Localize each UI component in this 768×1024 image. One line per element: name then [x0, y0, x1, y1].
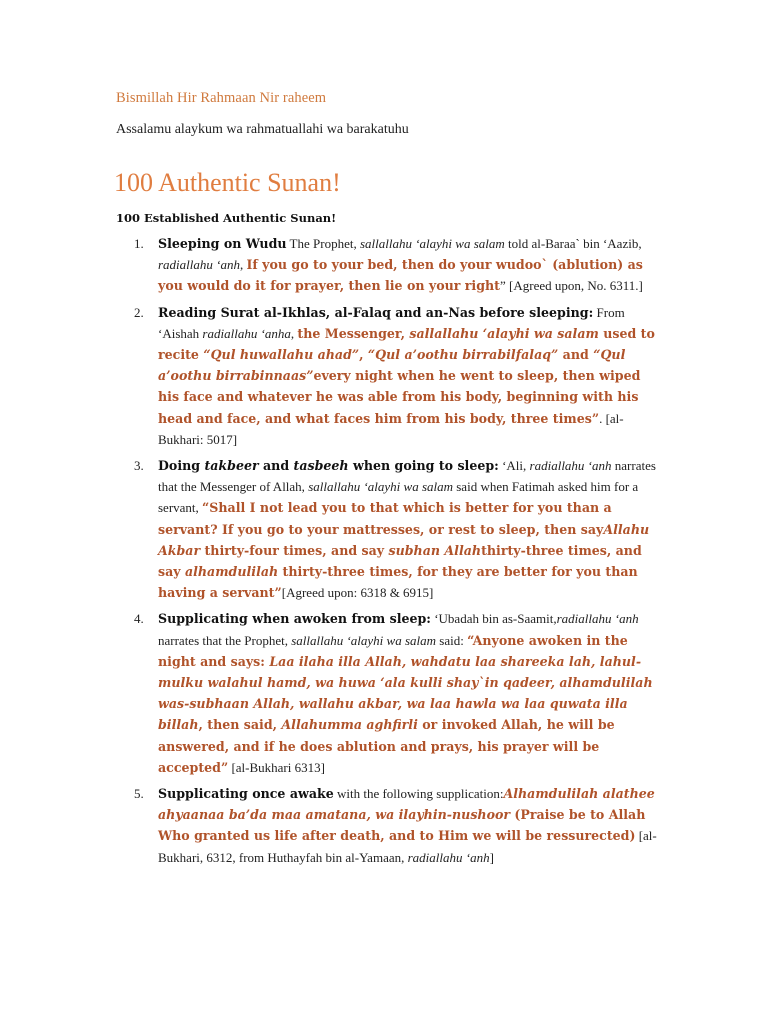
item-text-italic: radiallahu ‘anh [556, 611, 639, 627]
list-item [116, 233, 661, 297]
item-text-italic: radiallahu ‘anha [202, 325, 291, 341]
item-text-italic: radiallahu ‘anh [158, 257, 240, 273]
item-quote: every night when he went to sleep, then wiped his face and whatever he was able from his body, beginning with his head and face, and what faces him from his body, three times” [158, 368, 641, 426]
item-quote: “Anyone awoken in the night and says: [158, 632, 628, 669]
item-text: From ‘Aishah [158, 304, 625, 341]
item-quote-italic: “Qul a’oothu birrabinnaas” [158, 347, 626, 384]
item-text: ‘Ubadah bin as-Saamit, [430, 611, 557, 627]
item-quote-italic: Allahu Akbar [158, 521, 650, 558]
item-text: narrates that the Prophet, [158, 632, 292, 648]
item-text-italic: radiallahu ‘anh [407, 849, 490, 865]
item-text: said: [436, 632, 468, 648]
item-number: 2. [134, 304, 144, 320]
sunan-list [116, 233, 661, 873]
item-text: ‘Ali, [498, 458, 530, 474]
list-item [116, 608, 661, 778]
item-quote-italic: sallallahu ‘alayhi wa salam [409, 325, 599, 341]
page-title: 100 Authentic Sunan! [114, 168, 341, 197]
item-number: 4. [134, 611, 144, 627]
item-quote-italic: Alhamdulilah alathee ahyaanaa ba’da maa amatana, wa ilayhin-nushoor [158, 786, 655, 823]
item-quote: the Messenger, [297, 325, 410, 341]
item-reference: [al-Bukhari, 6312, from Huthayfah bin al-Yamaan, [158, 828, 657, 865]
item-text: The Prophet, [286, 236, 360, 251]
item-heading: Supplicating when awoken from sleep: [158, 611, 431, 627]
list-item [116, 302, 661, 450]
item-quote: If you go to your bed, then do your wudoo` (ablution) as you would do it for prayer, then lie on your right [158, 257, 643, 294]
item-quote: , then said, [198, 717, 282, 733]
list-item [116, 455, 661, 603]
item-text-italic: radiallahu ‘anh [529, 458, 612, 474]
item-reference: ] [489, 849, 494, 865]
item-heading: Reading Surat al-Ikhlas, al-Falaq and an-Nas before sleeping: [158, 304, 594, 320]
item-quote: or invoked Allah, he will be answered, and if he does ablution and prays, his prayer will be accepted” [158, 717, 615, 775]
item-quote: , [359, 347, 368, 363]
item-text: narrates that the Messenger of Allah, [158, 458, 656, 495]
item-text: said when Fatimah asked him for a servant, [158, 479, 639, 516]
item-quote: (Praise be to Allah Who granted us life after death, and to Him we will be ressurected) [158, 807, 646, 844]
item-text: told al-Baraa` bin ‘Aazib, [504, 236, 642, 251]
item-quote-italic: “Qul a’oothu birrabilfalaq” [367, 347, 559, 363]
item-number: 3. [134, 458, 144, 474]
salam-line: Assalamu alaykum wa rahmatuallahi wa barakatuhu [116, 122, 409, 137]
item-text: , [239, 257, 247, 273]
item-reference: . [al-Bukhari: 5017] [158, 410, 624, 447]
item-text: with the following supplication: [333, 786, 504, 802]
item-reference: [Agreed upon: 6318 & 6915] [281, 585, 434, 601]
item-text: , [290, 325, 298, 341]
item-quote: used to recite [158, 325, 655, 363]
item-text-italic: sallallahu ‘alayhi wa salam [308, 479, 453, 495]
item-reference: ” [Agreed upon, No. 6311.] [500, 278, 643, 294]
item-reference: [al-Bukhari 6313] [228, 759, 325, 775]
item-quote: thirty-four times, and say [200, 542, 389, 558]
item-number: 1. [134, 236, 144, 251]
item-text-italic: sallallahu ‘alayhi wa salam [291, 632, 437, 648]
item-heading: Supplicating once awake [158, 786, 334, 802]
list-item [116, 783, 661, 868]
item-quote: and [558, 347, 594, 363]
item-heading: when going to sleep: [348, 458, 499, 474]
item-quote-italic: alhamdulilah [184, 564, 279, 580]
item-quote-italic: Allahumma aghfirli [281, 717, 418, 733]
item-heading-italic: tasbeeh [293, 458, 349, 474]
item-quote: “Shall I not lead you to that which is better for you than a servant? If you go to your mattresses, or rest to sleep, then say [158, 500, 612, 537]
item-text-italic: sallallahu ‘alayhi wa salam [359, 236, 505, 251]
item-quote-italic: Laa ilaha illa Allah, wahdatu laa shareeka lah, lahul-mulku walahul hamd, wa huwa ‘ala kulli shay`in qadeer, alhamdulilah was-subhaan Allah, wallahu akbar, wa laa hawla wa laa quwata illa billah [158, 653, 653, 733]
item-quote: thirty-three times, for they are better for you than having a servant” [158, 564, 638, 601]
item-heading: and [258, 458, 294, 474]
item-number: 5. [134, 786, 144, 802]
item-heading: Sleeping on Wudu [158, 236, 287, 251]
bismillah-line: Bismillah Hir Rahmaan Nir raheem [116, 90, 327, 106]
item-heading-italic: takbeer [204, 458, 259, 474]
item-quote: thirty-three times, and say [158, 542, 642, 580]
item-quote-italic: subhan Allah [388, 542, 482, 558]
subheading: 100 Established Authentic Sunan! [116, 211, 337, 225]
item-heading: Doing [158, 458, 205, 474]
item-quote-italic: “Qul huwallahu ahad” [203, 347, 360, 363]
